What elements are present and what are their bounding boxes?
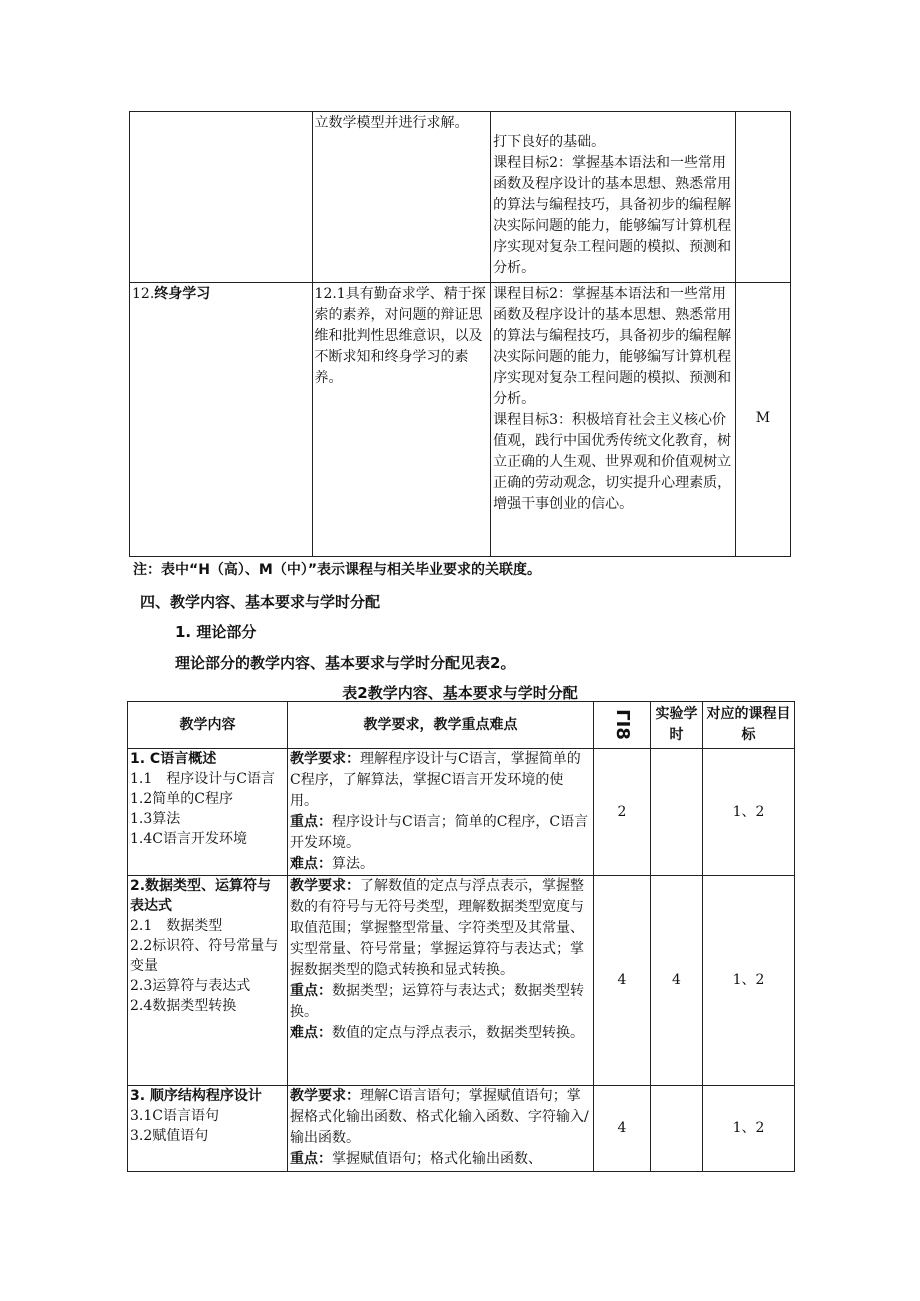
cell-requirements [288, 749, 594, 876]
requirement-label: 教学要求： [290, 1088, 360, 1104]
cell-objectives: 1、2 [703, 1086, 795, 1172]
chapter-title: 2.数据类型、运算符与表达式 [130, 878, 272, 914]
requirement-paragraph [290, 1086, 591, 1149]
teaching-content-table [127, 701, 795, 1172]
chapter-title: 1. C语言概述 [130, 751, 217, 767]
chapter-item: 3.2赋值语句 [130, 1128, 209, 1144]
cell-lab-hours [651, 1086, 703, 1172]
cell-relevance: M [735, 283, 790, 557]
header-objectives: 对应的课程目标 [703, 702, 795, 749]
table-header-row [128, 702, 795, 749]
cell-theory-hours: 4 [594, 1086, 651, 1172]
requirement-text: 理解程序设计与C语言，掌握简单的C程序，了解算法，掌握C语言开发环境的使用。 [290, 751, 581, 809]
paragraph: 理论部分的教学内容、基本要求与学时分配见表2。 [175, 654, 516, 672]
requirement-number: 12. [132, 286, 155, 302]
key-point-paragraph [290, 812, 591, 854]
difficulty-paragraph [290, 1023, 591, 1044]
header-lab-hours: 实验学时 [651, 702, 703, 749]
header-theory-hours [594, 702, 651, 749]
cell-content [128, 749, 288, 876]
cell-course-objective: 课程目标2：掌握基本语法和一些常用函数及程序设计的基本思想、熟悉常用的算法与编程技巧，具备初步的编程解决实际问题的能力，能够编写计算机程序实现对复杂工程问题的模拟、预测和分析。 课程目标3：积极培育社会主义核心价值观，践行中国优秀传统文化教育，树立正确的人生观、世界观和价值观树立正确的劳动观念，切实提升心理素质，增强干事创业的信心。 [491, 283, 736, 557]
graduation-requirements-table [129, 111, 791, 557]
requirement-name: 终身学习 [154, 286, 211, 302]
cell-lab-hours: 4 [651, 876, 703, 1086]
cell-relevance [735, 112, 790, 283]
key-point-paragraph [290, 1149, 591, 1170]
difficulty-label: 难点： [290, 856, 332, 872]
cell-lab-hours [651, 749, 703, 876]
key-point-text: 程序设计与C语言；简单的C程序，C语言开发环境。 [290, 814, 589, 851]
cell-theory-hours: 2 [594, 749, 651, 876]
header-theory-hours-text: ΓΙ8 [611, 708, 633, 740]
table-caption: 表2教学内容、基本要求与学时分配 [342, 684, 578, 702]
cell-requirements [288, 876, 594, 1086]
chapter-item: 2.2标识符、符号常量与变量 [130, 938, 279, 974]
requirement-text: 理解C语言语句；掌握赋值语句；掌握格式化输出函数、格式化输入函数、字符输入/输出函数。 [290, 1088, 589, 1146]
cell-objectives: 1、2 [703, 749, 795, 876]
header-content: 教学内容 [128, 702, 288, 749]
requirement-label: 教学要求： [290, 751, 360, 767]
cell-requirement [130, 283, 313, 557]
table-row [128, 1086, 795, 1172]
cell-requirement [130, 112, 313, 283]
key-point-label: 重点： [290, 983, 332, 999]
chapter-item: 1.3算法 [130, 811, 181, 827]
table-row [128, 876, 795, 1086]
chapter-item: 1.1 程序设计与C语言 [130, 771, 275, 787]
cell-content [128, 876, 288, 1086]
difficulty-label: 难点： [290, 1025, 332, 1041]
requirement-text: 了解数值的定点与浮点表示，掌握整数的有符号与无符号类型，理解数据类型宽度与取值范围；掌握整型常量、字符类型及其常量、实型常量、符号常量；掌握运算符与表达式；掌握数据类型的隐式转换和显式转换。 [290, 878, 584, 978]
cell-indicator: 立数学模型并进行求解。 [312, 112, 491, 283]
cell-course-objective: 打下良好的基础。 课程目标2：掌握基本语法和一些常用函数及程序设计的基本思想、熟悉常用的算法与编程技巧，具备初步的编程解决实际问题的能力，能够编写计算机程序实现对复杂工程问题的模拟、预测和分析。 [491, 112, 736, 283]
table-row [130, 283, 791, 557]
section-heading: 四、教学内容、基本要求与学时分配 [140, 593, 381, 611]
difficulty-text: 数值的定点与浮点表示，数据类型转换。 [332, 1025, 584, 1041]
cell-content [128, 1086, 288, 1172]
key-point-label: 重点： [290, 1151, 332, 1167]
key-point-label: 重点： [290, 814, 332, 830]
chapter-title: 3. 顺序结构程序设计 [130, 1088, 262, 1104]
chapter-item: 3.1C语言语句 [130, 1108, 219, 1124]
requirement-paragraph [290, 876, 591, 981]
header-requirements: 教学要求，教学重点难点 [288, 702, 594, 749]
subsection-heading: 1. 理论部分 [175, 623, 257, 641]
table-row [128, 749, 795, 876]
table-row [130, 112, 791, 283]
key-point-text: 数据类型；运算符与表达式；数据类型转换。 [290, 983, 584, 1020]
cell-theory-hours: 4 [594, 876, 651, 1086]
requirement-label: 教学要求： [290, 878, 360, 894]
requirement-paragraph [290, 749, 591, 812]
key-point-paragraph [290, 981, 591, 1023]
key-point-text: 掌握赋值语句；格式化输出函数、 [332, 1151, 542, 1167]
cell-requirements [288, 1086, 594, 1172]
chapter-item: 2.1 数据类型 [130, 918, 223, 934]
chapter-item: 1.4C语言开发环境 [130, 831, 247, 847]
chapter-item: 2.3运算符与表达式 [130, 978, 251, 994]
difficulty-text: 算法。 [332, 856, 374, 872]
table-note: 注：表中“H（高）、M（中）”表示课程与相关毕业要求的关联度。 [133, 562, 542, 578]
chapter-item: 1.2简单的C程序 [130, 791, 233, 807]
cell-objectives: 1、2 [703, 876, 795, 1086]
difficulty-paragraph [290, 854, 591, 875]
chapter-item: 2.4数据类型转换 [130, 998, 237, 1014]
cell-indicator: 12.1具有勤奋求学、精于探索的素养，对问题的辩证思维和批判性思维意识，以及不断求知和终身学习的素养。 [312, 283, 491, 557]
